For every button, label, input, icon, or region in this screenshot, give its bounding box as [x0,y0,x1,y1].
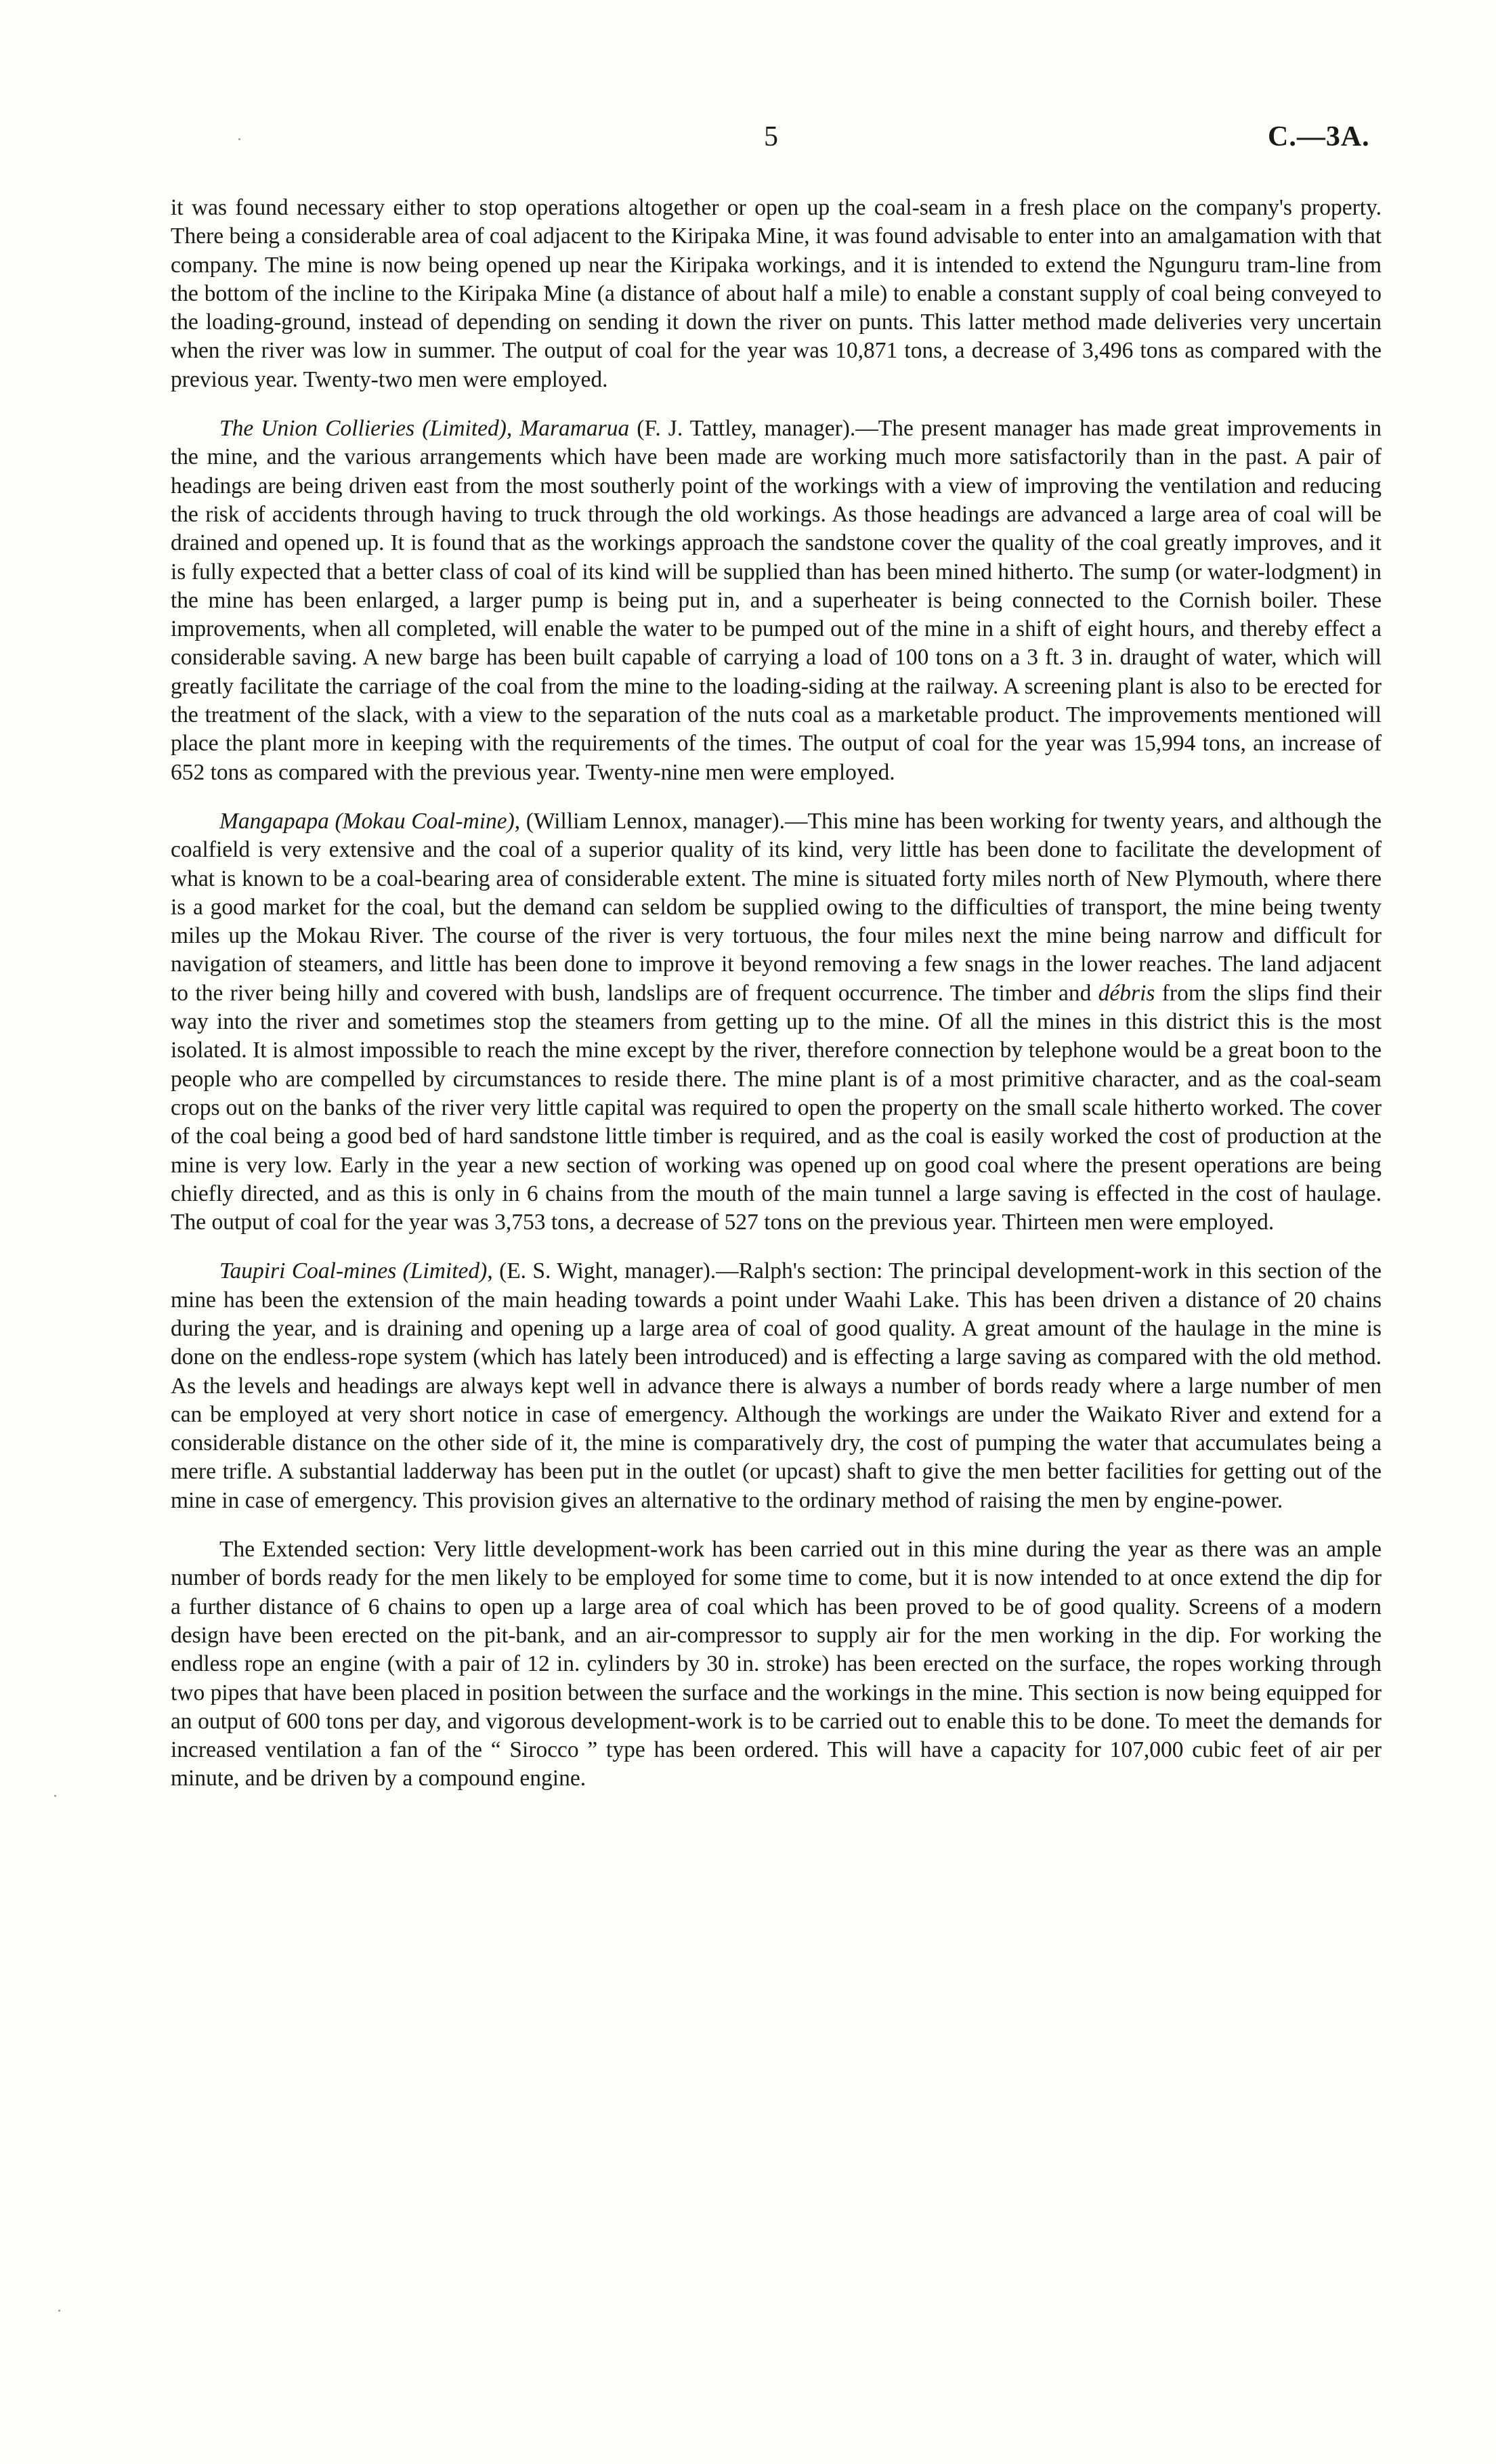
paragraph-text: —Ralph's section: The principal development-work in this section of the mine has been the extension of the main heading towards a point under Waahi Lake. This has been driven a distance of 20 chains during the year, and is draining and opening up a large area of coal of good quality. A great amount of the haulage in the mine is done on the endless-rope system (which has lately been introduced) and is effecting a large saving as compared with the old method. As the levels and headings are always kept well in advance there is always a number of bords ready where a large number of men can be employed at very short notice in case of emergency. Although the workings are under the Waikato River and extend for a considerable distance on the other side of it, the mine is comparatively dry, the cost of pumping the water that accumulates being a mere trifle. A substantial ladderway has been put in the outlet (or upcast) shaft to give the men better facilities for getting out of the mine in case of emergency. This provision gives an alternative to the ordinary method of raising the men by engine-power. [171,1258,1382,1513]
paragraph-mangapapa [171,807,1382,1237]
scan-speck [58,2310,60,2312]
paragraph-text: —This mine has been working for twenty years, and although the coalfield is very extensive and the coal of a superior quality of its kind, very little has been done to facilitate the development of what is known to be a coal-bearing area of considerable extent. The mine is situated forty miles north of New Plymouth, where there is a good market for the coal, but the demand can seldom be supplied owing to the difficulties of transport, the mine being twenty miles up the Mokau River. The course of the river is very tortuous, the four miles next the mine being narrow and difficult for navigation of steamers, and little has been done to improve it beyond removing a few snags in the lower reaches. The land adjacent to the river being hilly and covered with bush, landslips are of frequent occurrence. The timber and débris from the slips find their way into the river and sometimes stop the steamers from getting up to the mine. Of all the mines in this district this is the most isolated. It is almost impossible to reach the mine except by the river, therefore connection by telephone would be a great boon to the people who are compelled by circumstances to reside there. The mine plant is of a most primitive character, and as the coal-seam crops out on the banks of the river very little capital was required to open the property on the small scale hitherto worked. The cover of the coal being a good bed of hard sandstone little timber is required, and as the coal is easily worked the cost of production at the mine is very low. Early in the year a new section of working was opened up on good coal where the present operations are being chiefly directed, and as this is only in 6 chains from the mouth of the main tunnel a large saving is effected in the cost of haulage. The output of coal for the year was 3,753 tons, a decrease of 527 tons on the previous year. Thirteen men were employed. [171,808,1382,1235]
paragraph-lead-heading: Mangapapa (Mokau Coal-mine) [219,808,515,834]
paragraph-text: —The present manager has made great improvements in the mine, and the various arrangements which have been made are working much more satisfactorily than in the past. A pair of headings are being driven east from the most southerly point of the workings with a view of improving the ventilation and reducing the risk of accidents through having to truck through the old workings. As those headings are advanced a large area of coal will be drained and opened up. It is found that as the workings approach the sandstone cover the quality of the coal greatly improves, and it is fully expected that a better class of coal of its kind will be supplied than has been mined hitherto. The sump (or water-lodgment) in the mine has been enlarged, a larger pump is being put in, and a superheater is being connected to the Cornish boiler. These improvements, when all completed, will enable the water to be pumped out of the mine in a shift of eight hours, and thereby effect a considerable saving. A new barge has been built capable of carrying a load of 100 tons on a 3 ft. 3 in. draught of water, which will greatly facilitate the carriage of the coal from the mine to the loading-siding at the railway. A screening plant is also to be erected for the treatment of the slack, with a view to the separation of the nuts coal as a marketable product. The improvements mentioned will place the plant more in keeping with the requirements of the times. The output of coal for the year was 15,994 tons, an increase of 652 tons as compared with the previous year. Twenty-nine men were employed. [171,416,1382,785]
paragraph-kiripaka-continuation [171,194,1382,394]
body-text [171,194,1382,1793]
paragraph-text: The Extended section: Very little development-work has been carried out in this mine during the year as there was an ample number of bords ready for the men likely to be employed for some time to come, but it is now intended to at once extend the dip for a further distance of 6 chains to open up a large area of coal which has been proved to be of good quality. Screens of a modern design have been erected on the pit-bank, and an air-compressor to supply air for the men working in the dip. For working the endless rope an engine (with a pair of 12 in. cylinders by 30 in. stroke) has been erected on the surface, the ropes working through two pipes that have been placed in position between the surface and the workings in the mine. This section is now being equipped for an output of 600 tons per day, and vigorous development-work is to be carried out to enable this to be done. To meet the demands for increased ventilation a fan of the “ Sirocco ” type has been ordered. This will have a capacity for 107,000 cubic feet of air per minute, and be driven by a compound engine. [171,1537,1382,1791]
paragraph-lead-manager: , (William Lennox, manager). [514,808,785,834]
paragraph-union-collieries [171,415,1382,787]
paragraph-lead-manager: (F. J. Tattley, manager). [629,416,856,442]
page-header [0,121,1496,161]
paragraph-lead-heading: The Union Collieries (Limited), Maramarua [219,416,630,442]
document-reference: C.—3A. [1268,121,1370,152]
paragraph-lead-manager: , (E. S. Wight, manager). [487,1258,717,1284]
paragraph-extended-section [171,1535,1382,1793]
page-number: 5 [764,121,778,152]
scan-speck [54,1795,56,1797]
paragraph-lead-heading: Taupiri Coal-mines (Limited) [219,1258,488,1284]
paragraph-text: it was found necessary either to stop operations altogether or open up the coal-seam in a fresh place on the company's property. There being a considerable area of coal adjacent to the Kiripaka Mine, it was found advisable to enter into an amalgamation with that company. The mine is now being opened up near the Kiripaka workings, and it is intended to extend the Ngunguru tram-line from the bottom of the incline to the Kiripaka Mine (a distance of about half a mile) to enable a constant supply of coal being conveyed to the loading-ground, instead of depending on sending it down the river on punts. This latter method made deliveries very uncertain when the river was low in summer. The output of coal for the year was 10,871 tons, a decrease of 3,496 tons as compared with the previous year. Twenty-two men were employed. [171,195,1382,392]
italic-word: débris [1098,980,1155,1006]
paragraph-taupiri-ralphs-section [171,1257,1382,1515]
scan-speck [238,138,240,140]
